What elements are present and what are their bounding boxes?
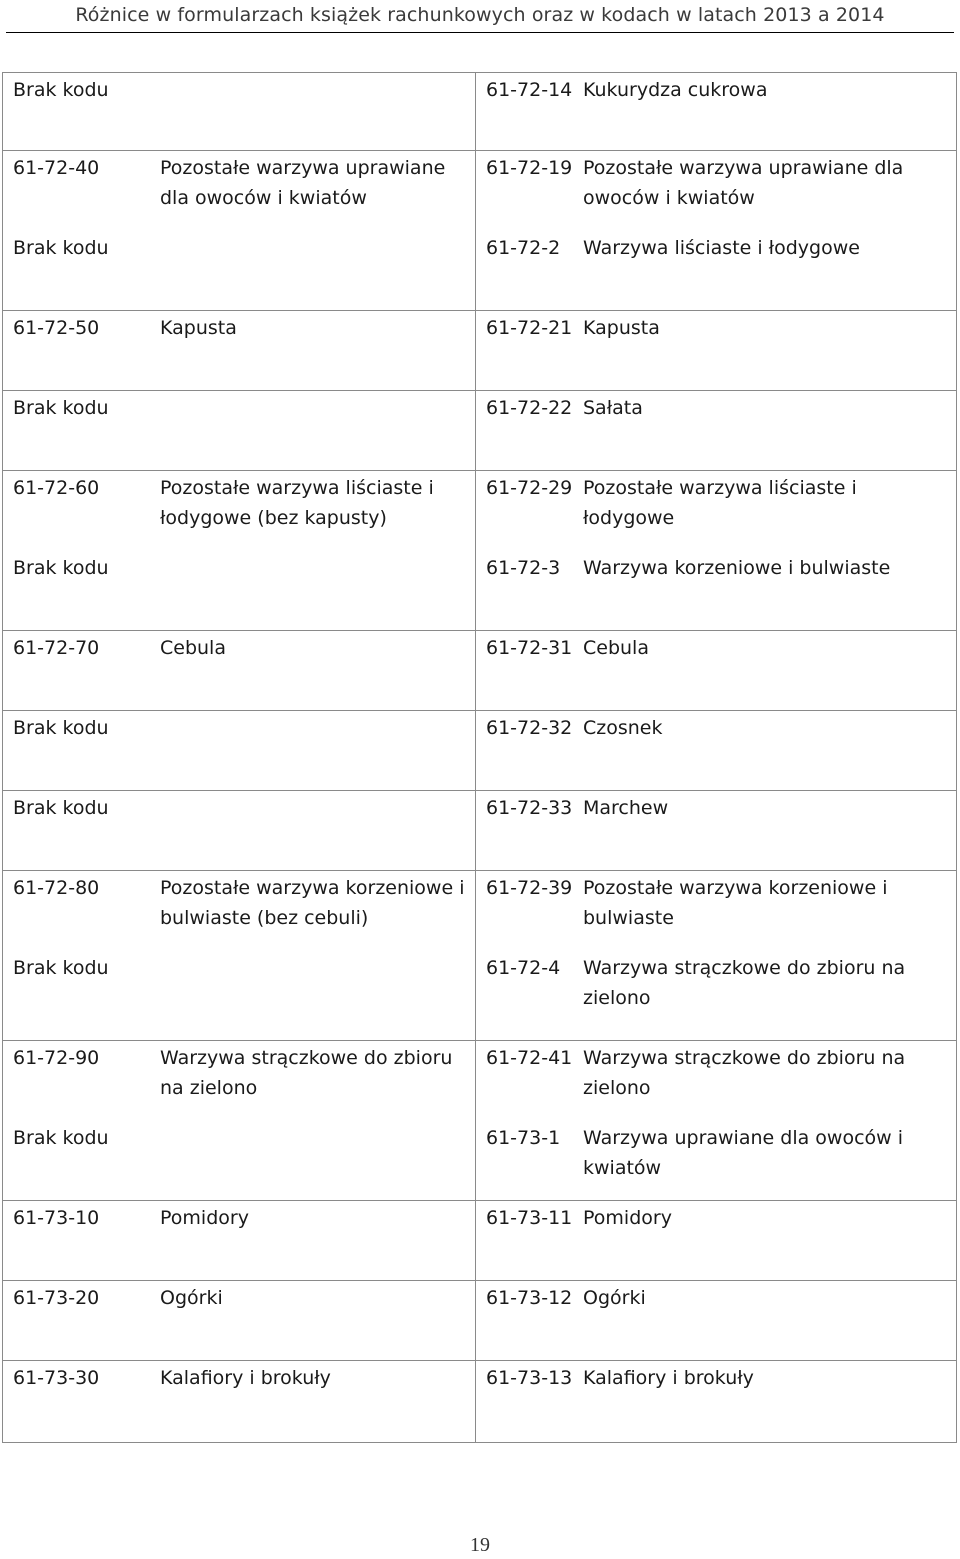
code-number: 61-73-20 [13, 1287, 100, 1309]
table-row [3, 471, 957, 631]
code-description: Kalafiory i brokuły [160, 1367, 331, 1389]
code-description: Ogórki [583, 1287, 646, 1309]
cell-2014 [476, 151, 957, 311]
code-entry [486, 153, 950, 213]
table-row [3, 871, 957, 1041]
code-number: 61-72-29 [486, 477, 573, 499]
cell-2014 [476, 311, 957, 391]
code-description: Pomidory [160, 1207, 249, 1229]
code-description: Kalafiory i brokuły [583, 1367, 754, 1389]
code-number: 61-72-3 [486, 557, 561, 579]
code-description: Pozostałe warzywa korzeniowe i bulwiaste (bez cebuli) [160, 877, 465, 929]
code-entry [13, 1203, 469, 1233]
code-number: 61-72-39 [486, 877, 573, 899]
code-entry [13, 153, 469, 213]
code-description: Czosnek [583, 717, 663, 739]
cell-2014 [476, 631, 957, 711]
table-row [3, 1361, 957, 1443]
code-description: Sałata [583, 397, 643, 419]
table-row [3, 391, 957, 471]
code-entry [13, 75, 469, 105]
table-row [3, 711, 957, 791]
code-number: Brak kodu [13, 237, 109, 259]
code-number: 61-72-80 [13, 877, 100, 899]
cell-2013 [3, 471, 476, 631]
code-description: Warzywa strączkowe do zbioru na zielono [160, 1047, 453, 1099]
code-number: 61-72-40 [13, 157, 100, 179]
code-entry [486, 1043, 950, 1103]
cell-2014 [476, 871, 957, 1041]
code-number: Brak kodu [13, 1127, 109, 1149]
code-entry [13, 793, 469, 823]
cell-2013 [3, 1201, 476, 1281]
code-number: 61-73-1 [486, 1127, 561, 1149]
code-entry [13, 1043, 469, 1103]
table-row [3, 311, 957, 391]
page-header-title: Różnice w formularzach książek rachunkowych oraz w kodach w latach 2013 a 2014 [75, 4, 885, 26]
cell-2013 [3, 73, 476, 151]
cell-2013 [3, 631, 476, 711]
code-description: Warzywa strączkowe do zbioru na zielono [583, 1047, 906, 1099]
code-number: 61-73-11 [486, 1207, 573, 1229]
table-row [3, 151, 957, 311]
cell-2013 [3, 1361, 476, 1443]
code-number: Brak kodu [13, 957, 109, 979]
cell-2013 [3, 1281, 476, 1361]
code-number: 61-73-10 [13, 1207, 100, 1229]
code-entry [13, 233, 469, 263]
cell-2013 [3, 1041, 476, 1201]
code-comparison-table [2, 72, 957, 1443]
code-entry [486, 793, 950, 823]
code-description: Pozostałe warzywa liściaste i łodygowe (bez kapusty) [160, 477, 434, 529]
code-entry [13, 1283, 469, 1313]
cell-2013 [3, 311, 476, 391]
code-entry [13, 873, 469, 933]
code-entry [486, 393, 950, 423]
code-entry [486, 1203, 950, 1233]
code-description: Warzywa uprawiane dla owoców i kwiatów [583, 1127, 903, 1179]
code-entry [486, 713, 950, 743]
code-number: Brak kodu [13, 797, 109, 819]
code-entry [486, 1123, 950, 1183]
code-entry [486, 313, 950, 343]
page-number: 19 [470, 1534, 490, 1556]
table-body [3, 73, 957, 1443]
code-entry [486, 233, 950, 263]
code-entry [486, 873, 950, 933]
table-row [3, 1041, 957, 1201]
code-number: Brak kodu [13, 79, 109, 101]
code-entry [486, 553, 950, 583]
table-row [3, 631, 957, 711]
code-number: Brak kodu [13, 717, 109, 739]
code-number: 61-72-31 [486, 637, 573, 659]
code-description: Kapusta [160, 317, 237, 339]
header-divider [6, 32, 954, 33]
code-entry [13, 553, 469, 583]
code-description: Pozostałe warzywa uprawiane dla owoców i kwiatów [583, 157, 904, 209]
cell-2014 [476, 391, 957, 471]
cell-2014 [476, 791, 957, 871]
code-description: Kukurydza cukrowa [583, 79, 768, 101]
code-description: Warzywa korzeniowe i bulwiaste [583, 557, 891, 579]
code-description: Marchew [583, 797, 669, 819]
code-number: 61-72-14 [486, 79, 573, 101]
code-description: Warzywa liściaste i łodygowe [583, 237, 860, 259]
code-description: Cebula [160, 637, 226, 659]
cell-2013 [3, 871, 476, 1041]
code-number: 61-72-4 [486, 957, 561, 979]
code-entry [486, 1283, 950, 1313]
code-number: 61-72-70 [13, 637, 100, 659]
cell-2013 [3, 151, 476, 311]
code-number: 61-72-33 [486, 797, 573, 819]
code-entry [13, 713, 469, 743]
code-number: 61-72-32 [486, 717, 573, 739]
code-entry [486, 953, 950, 1013]
code-number: 61-72-90 [13, 1047, 100, 1069]
cell-2013 [3, 711, 476, 791]
table-row [3, 1281, 957, 1361]
code-description: Cebula [583, 637, 649, 659]
code-description: Warzywa strączkowe do zbioru na zielono [583, 957, 906, 1009]
code-number: 61-72-50 [13, 317, 100, 339]
code-number: 61-72-22 [486, 397, 573, 419]
code-description: Pomidory [583, 1207, 672, 1229]
code-entry [486, 633, 950, 663]
code-entry [13, 1363, 469, 1393]
code-entry [13, 1123, 469, 1153]
cell-2014 [476, 711, 957, 791]
code-number: Brak kodu [13, 397, 109, 419]
cell-2014 [476, 1281, 957, 1361]
cell-2014 [476, 471, 957, 631]
code-entry [13, 633, 469, 663]
code-entry [13, 953, 469, 983]
code-number: 61-72-41 [486, 1047, 573, 1069]
code-entry [13, 313, 469, 343]
code-number: Brak kodu [13, 557, 109, 579]
code-description: Ogórki [160, 1287, 223, 1309]
code-description: Pozostałe warzywa liściaste i łodygowe [583, 477, 857, 529]
cell-2013 [3, 791, 476, 871]
code-number: 61-73-12 [486, 1287, 573, 1309]
code-entry [486, 1363, 950, 1393]
code-description: Pozostałe warzywa korzeniowe i bulwiaste [583, 877, 888, 929]
table-row [3, 791, 957, 871]
code-description: Kapusta [583, 317, 660, 339]
table-row [3, 1201, 957, 1281]
cell-2014 [476, 1041, 957, 1201]
code-description: Pozostałe warzywa uprawiane dla owoców i kwiatów [160, 157, 446, 209]
code-entry [13, 393, 469, 423]
table-row [3, 73, 957, 151]
cell-2014 [476, 73, 957, 151]
code-number: 61-73-13 [486, 1367, 573, 1389]
code-number: 61-72-21 [486, 317, 573, 339]
code-number: 61-72-60 [13, 477, 100, 499]
cell-2014 [476, 1201, 957, 1281]
code-number: 61-73-30 [13, 1367, 100, 1389]
code-entry [486, 75, 950, 105]
cell-2014 [476, 1361, 957, 1443]
cell-2013 [3, 391, 476, 471]
code-entry [13, 473, 469, 533]
code-entry [486, 473, 950, 533]
code-number: 61-72-19 [486, 157, 573, 179]
code-number: 61-72-2 [486, 237, 561, 259]
